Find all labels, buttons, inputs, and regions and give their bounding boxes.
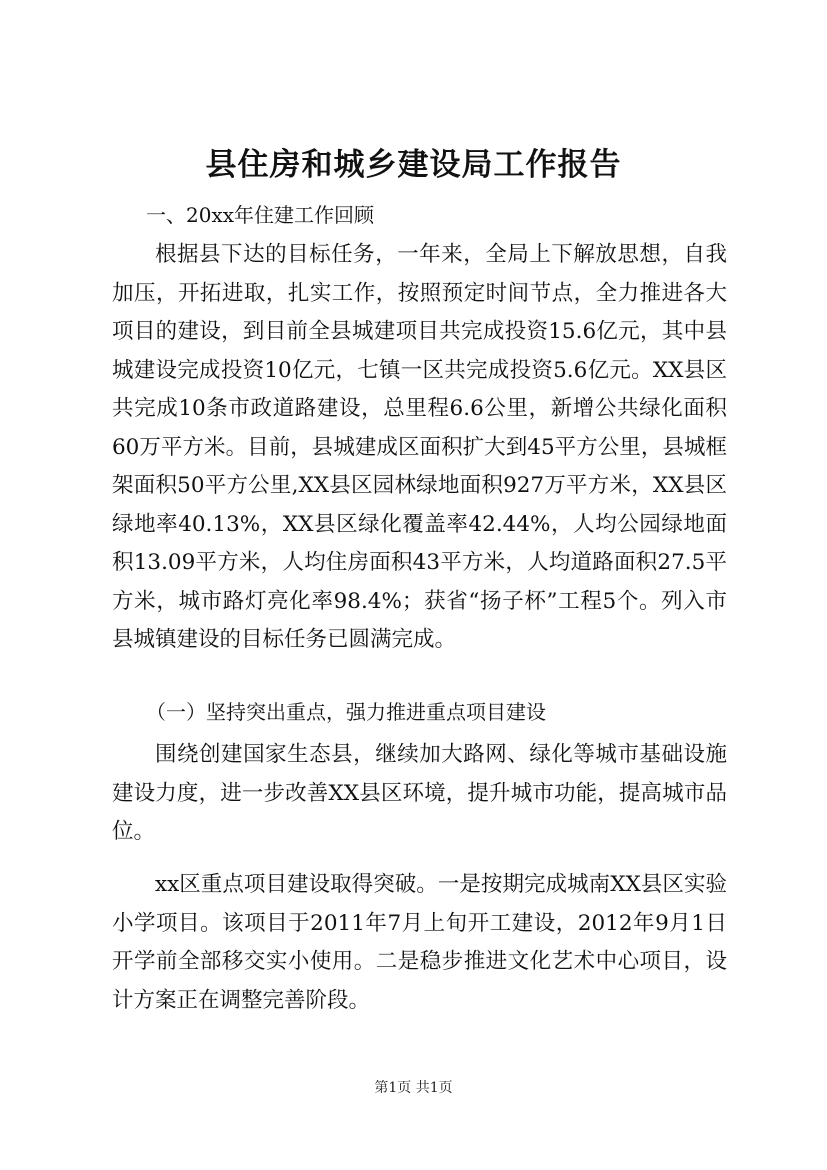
paragraph-review: 根据县下达的目标任务，一年来，全局上下解放思想，自我加压，开拓进取，扎实工作，按照预定时间节点，全力推进各大项目的建设，到目前全县城建项目共完成投资15.6亿元，其中县城建设完成投资10亿元，七镇一区共完成投资5.6亿元。XX县区共完成10条市政道路建设，总里程6.6公里，新增公共绿化面积60万平方米。目前，县城建成区面积扩大到45平方公里，县城框架面积50平方公里,XX县区园林绿地面积927万平方米，XX县区绿地率40.13%，XX县区绿化覆盖率42.44%，人均公园绿地面积13.09平方米，人均住房面积43平方米，人均道路面积27.5平方米，城市路灯亮化率98.4%；获省“扬子杯”工程5个。列入市县城镇建设的目标任务已圆满完成。 bbox=[112, 242, 727, 652]
section-heading: 一、20xx年住建工作回顾 bbox=[146, 203, 375, 227]
subsection-heading: （一）坚持突出重点，强力推进重点项目建设 bbox=[146, 700, 546, 724]
paragraph-key-projects: xx区重点项目建设取得突破。一是按期完成城南XX县区实验小学项目。该项目于2011年7月上旬开工建设，2012年9月1日开学前全部移交实小使用。二是稳步推进文化艺术中心项目，设计方案正在调整完善阶段。 bbox=[112, 872, 727, 1013]
document-title: 县住房和城乡建设局工作报告 bbox=[205, 147, 622, 183]
paragraph-eco-county: 围绕创建国家生态县，继续加大路网、绿化等城市基础设施建设力度，进一步改善XX县区环境，提升城市功能，提高城市品位。 bbox=[112, 742, 727, 844]
page-footer: 第1页 共1页 bbox=[374, 1080, 453, 1096]
